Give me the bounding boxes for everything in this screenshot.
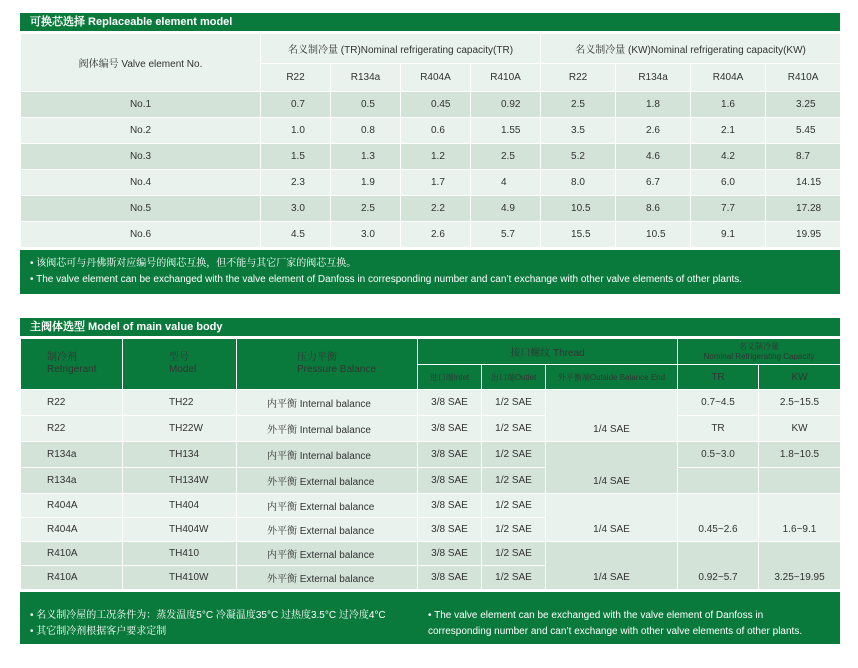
value-cell: 10.5 (616, 222, 691, 248)
value-cell: 3.5 (541, 118, 616, 144)
value-cell: 0.5 (331, 92, 401, 118)
value-cell: 1.9 (331, 170, 401, 196)
value-cell: 4.9 (471, 196, 541, 222)
model-cell: TH134 (123, 442, 237, 468)
value-cell: 1.6 (691, 92, 766, 118)
col-header-refrigerant: R134a (616, 64, 691, 92)
value-cell: 2.6 (401, 222, 471, 248)
col-header-thread: 接口螺纹 Thread (418, 339, 678, 365)
model-cell: TH22 (123, 390, 237, 416)
value-cell: 1.0 (261, 118, 331, 144)
main-body-notes (20, 592, 840, 644)
value-cell: 1.2 (401, 144, 471, 170)
valve-no-cell: No.1 (21, 92, 261, 118)
table-row (21, 118, 841, 144)
value-cell: 5.45 (766, 118, 841, 144)
outside-balance-cell: 1/4 SAE (546, 542, 678, 590)
pressure-balance-cell: 外平衡 Internal balance (237, 416, 418, 442)
table-row (21, 442, 841, 468)
col-header-model-cn: 型号 (169, 352, 189, 363)
col-header-refrigerant-en: Refrigerant (47, 364, 97, 375)
col-header-tr: TR (678, 365, 759, 390)
col-header-refrigerant: R22 (541, 64, 616, 92)
inlet-cell: 3/8 SAE (418, 542, 482, 566)
value-cell: 0.8 (331, 118, 401, 144)
value-cell: 0.45 (401, 92, 471, 118)
note-exchange-en-2: corresponding number and can’t exchange with other valve elements of other plants. (428, 626, 803, 637)
value-cell: 8.0 (541, 170, 616, 196)
refrigerant-cell: R22 (21, 390, 123, 416)
pressure-balance-cell: 内平衡 Internal balance (237, 390, 418, 416)
outlet-cell: 1/2 SAE (482, 468, 546, 494)
model-cell: TH404 (123, 494, 237, 518)
refrigerant-cell: R134a (21, 442, 123, 468)
table-row (21, 170, 841, 196)
valve-no-cell: No.2 (21, 118, 261, 144)
col-header-pressure-balance-en: Pressure Balance (297, 364, 376, 375)
value-cell: 2.5 (541, 92, 616, 118)
kw-cell: 1.8~10.5 (759, 442, 841, 468)
outlet-cell: 1/2 SAE (482, 494, 546, 518)
col-header-valve-no: 阀体编号 Valve element No. (21, 34, 261, 92)
main-body-table (20, 338, 841, 590)
value-cell: 3.25 (766, 92, 841, 118)
inlet-cell: 3/8 SAE (418, 442, 482, 468)
notes-left (20, 608, 386, 640)
col-header-refrigerant-cn: 制冷剂 (47, 352, 77, 363)
col-header-refrigerant: R410A (766, 64, 841, 92)
inlet-cell: 3/8 SAE (418, 390, 482, 416)
inlet-cell: 3/8 SAE (418, 566, 482, 590)
value-cell: 2.5 (331, 196, 401, 222)
table-row (21, 416, 841, 442)
value-cell: 4 (471, 170, 541, 196)
model-cell: TH134W (123, 468, 237, 494)
outside-balance-cell: 1/4 SAE (546, 494, 678, 542)
value-cell: 3.0 (261, 196, 331, 222)
value-cell: 14.15 (766, 170, 841, 196)
value-cell: 19.95 (766, 222, 841, 248)
table-row (21, 542, 841, 566)
outlet-cell: 1/2 SAE (482, 442, 546, 468)
value-cell: 1.55 (471, 118, 541, 144)
tr-cell: 0.7~4.5 (678, 390, 759, 416)
col-header-capacity-tr: 名义制冷量 (TR)Nominal refrigerating capacity(TR) (261, 34, 541, 64)
col-header-capacity-cn: 名义制冷量 (739, 341, 779, 351)
section-title-replaceable: 可换芯选择 Replaceable element model (20, 13, 840, 31)
valve-no-cell: No.5 (21, 196, 261, 222)
value-cell: 1.7 (401, 170, 471, 196)
outside-balance-cell: 1/4 SAE (546, 442, 678, 494)
tr-cell (678, 468, 759, 494)
outlet-cell: 1/2 SAE (482, 416, 546, 442)
table-row (21, 196, 841, 222)
col-header-refrigerant: R22 (261, 64, 331, 92)
kw-cell: KW (759, 416, 841, 442)
col-header-outlet: 出口端Outlet (482, 365, 546, 390)
note-exchange-en-1: • The valve element can be exchanged with the valve element of Danfoss in (428, 610, 764, 621)
value-cell: 17.28 (766, 196, 841, 222)
value-cell: 3.0 (331, 222, 401, 248)
col-header-model-en: Model (169, 364, 197, 375)
refrigerant-cell: R410A (21, 566, 123, 590)
value-cell: 6.0 (691, 170, 766, 196)
value-cell: 8.6 (616, 196, 691, 222)
col-header-refrigerant: R404A (401, 64, 471, 92)
note-en: • The valve element can be exchanged with the valve element of Danfoss in corresponding number and can’t exchange with other valve elements of other plants. (30, 274, 743, 285)
inlet-cell: 3/8 SAE (418, 494, 482, 518)
refrigerant-cell: R404A (21, 494, 123, 518)
inlet-cell: 3/8 SAE (418, 468, 482, 494)
replaceable-notes (20, 250, 840, 294)
value-cell: 2.6 (616, 118, 691, 144)
pressure-balance-cell: 内平衡 External balance (237, 542, 418, 566)
inlet-cell: 3/8 SAE (418, 416, 482, 442)
pressure-balance-cell: 外平衡 External balance (237, 468, 418, 494)
value-cell: 4.6 (616, 144, 691, 170)
col-header-refrigerant (21, 339, 123, 390)
replaceable-element-panel (20, 13, 840, 299)
value-cell: 7.7 (691, 196, 766, 222)
col-header-refrigerant: R410A (471, 64, 541, 92)
section-title-main-body: 主阀体选型 Model of main value body (20, 318, 840, 336)
value-cell: 4.5 (261, 222, 331, 248)
col-header-pressure-balance-cn: 压力平衡 (297, 352, 337, 363)
valve-no-cell: No.4 (21, 170, 261, 196)
replaceable-element-table (20, 33, 841, 248)
tr-cell: TR (678, 416, 759, 442)
value-cell: 0.6 (401, 118, 471, 144)
value-cell: 1.5 (261, 144, 331, 170)
refrigerant-cell: R134a (21, 468, 123, 494)
value-cell: 5.2 (541, 144, 616, 170)
valve-no-cell: No.6 (21, 222, 261, 248)
tr-cell: 0.45~2.6 (678, 494, 759, 542)
value-cell: 9.1 (691, 222, 766, 248)
model-cell: TH410 (123, 542, 237, 566)
pressure-balance-cell: 外平衡 External balance (237, 566, 418, 590)
outlet-cell: 1/2 SAE (482, 390, 546, 416)
kw-cell: 1.6~9.1 (759, 494, 841, 542)
model-cell: TH22W (123, 416, 237, 442)
kw-cell: 2.5~15.5 (759, 390, 841, 416)
value-cell: 5.7 (471, 222, 541, 248)
table-row (21, 468, 841, 494)
table-row (21, 222, 841, 248)
value-cell: 15.5 (541, 222, 616, 248)
pressure-balance-cell: 内平衡 Internal balance (237, 442, 418, 468)
note-conditions-cn: • 名义制冷屋的工况条件为：蒸发温度5°C 冷凝温度35°C 过热度3.5°C 过冷度4°C (30, 610, 386, 621)
pressure-balance-cell: 内平衡 External balance (237, 494, 418, 518)
table-row (21, 494, 841, 518)
table-row (21, 390, 841, 416)
value-cell: 2.5 (471, 144, 541, 170)
outlet-cell: 1/2 SAE (482, 542, 546, 566)
value-cell: 2.3 (261, 170, 331, 196)
col-header-refrigerant: R134a (331, 64, 401, 92)
col-header-pressure-balance (237, 339, 418, 390)
value-cell: 0.7 (261, 92, 331, 118)
notes-right (418, 608, 802, 640)
outlet-cell: 1/2 SAE (482, 566, 546, 590)
refrigerant-cell: R22 (21, 416, 123, 442)
outside-balance-cell: 1/4 SAE (546, 390, 678, 442)
col-header-kw: KW (759, 365, 841, 390)
kw-cell: 3.25~19.95 (759, 542, 841, 590)
inlet-cell: 3/8 SAE (418, 518, 482, 542)
value-cell: 1.8 (616, 92, 691, 118)
value-cell: 6.7 (616, 170, 691, 196)
tr-cell: 0.92~5.7 (678, 542, 759, 590)
col-header-capacity-kw: 名义制冷量 (KW)Nominal refrigerating capacity(KW) (541, 34, 841, 64)
kw-cell (759, 468, 841, 494)
value-cell: 2.2 (401, 196, 471, 222)
outlet-cell: 1/2 SAE (482, 518, 546, 542)
refrigerant-cell: R404A (21, 518, 123, 542)
tr-cell: 0.5~3.0 (678, 442, 759, 468)
value-cell: 0.92 (471, 92, 541, 118)
refrigerant-cell: R410A (21, 542, 123, 566)
col-header-inlet: 进口端Intet (418, 365, 482, 390)
col-header-capacity-en: Nominal Refrigerating Capacity (703, 351, 815, 361)
note-cn: • 该阀芯可与丹佛斯对应编号的阀芯互换，但不能与其它厂家的阀芯互换。 (30, 258, 357, 269)
pressure-balance-cell: 外平衡 External balance (237, 518, 418, 542)
table-row (21, 92, 841, 118)
col-header-refrigerant: R404A (691, 64, 766, 92)
value-cell: 10.5 (541, 196, 616, 222)
model-cell: TH404W (123, 518, 237, 542)
note-custom-cn: • 其它制冷剂根据客户要求定制 (30, 626, 167, 637)
value-cell: 1.3 (331, 144, 401, 170)
value-cell: 4.2 (691, 144, 766, 170)
table-row (21, 144, 841, 170)
valve-no-cell: No.3 (21, 144, 261, 170)
col-header-model (123, 339, 237, 390)
value-cell: 8.7 (766, 144, 841, 170)
col-header-capacity (678, 339, 841, 365)
col-header-outside-balance: 外平衡端Outside Balance End (546, 365, 678, 390)
main-body-panel (20, 318, 840, 653)
value-cell: 2.1 (691, 118, 766, 144)
model-cell: TH410W (123, 566, 237, 590)
